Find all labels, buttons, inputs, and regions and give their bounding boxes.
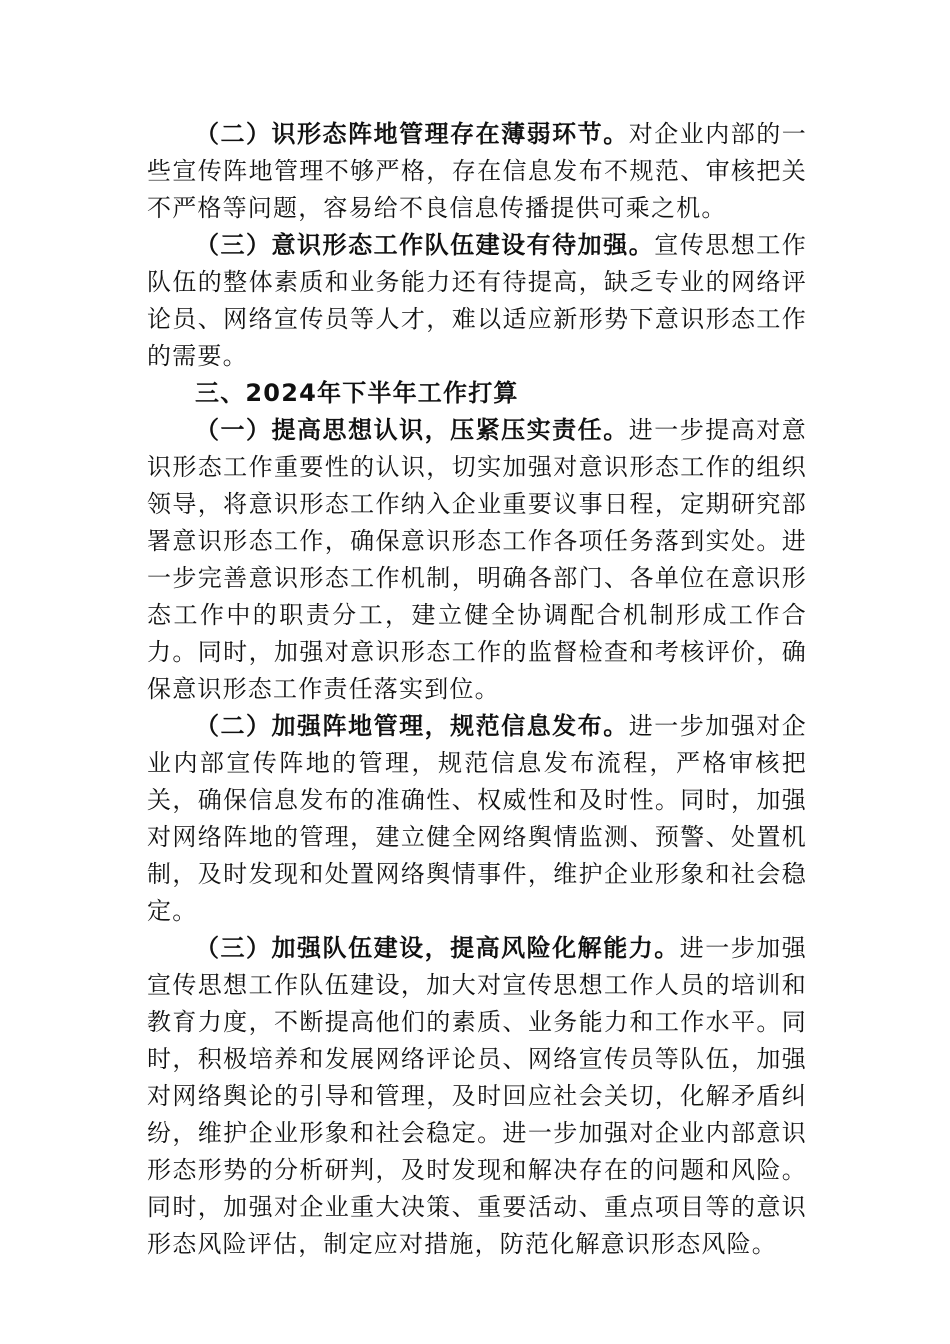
paragraph-body: 对企业内部的一些宣传阵地管理不够严格，存在信息发布不规范、审核把关不严格等问题，容易给不良信息传播提供可乘之机。 <box>147 120 807 222</box>
paragraph-lead: （一）提高思想认识，压紧压实责任。 <box>195 416 629 444</box>
paragraph-body: 进一步提高对意识形态工作重要性的认识，切实加强对意识形态工作的组织领导，将意识形态工作纳入企业重要议事日程，定期研究部署意识形态工作，确保意识形态工作各项任务落到实处。进一步完善意识形态工作机制，明确各部门、各单位在意识形态工作中的职责分工，建立健全协调配合机制形成工作合力。同时，加强对意识形态工作的监督检查和考核评价，确保意识形态工作责任落实到位。 <box>147 416 807 703</box>
paragraph-plan-3 <box>147 930 807 1263</box>
paragraph-body: 进一步加强宣传思想工作队伍建设，加大对宣传思想工作人员的培训和教育力度，不断提高他们的素质、业务能力和工作水平。同时，积极培养和发展网络评论员、网络宣传员等队伍，加强对网络舆论的引导和管理，及时回应社会关切，化解矛盾纠纷，维护企业形象和社会稳定。进一步加强对企业内部意识形态形势的分析研判，及时发现和解决存在的问题和风险。同时，加强对企业重大决策、重要活动、重点项目等的意识形态风险评估，制定应对措施，防范化解意识形态风险。 <box>147 934 807 1258</box>
paragraph-issue-3 <box>147 227 807 375</box>
document-body <box>147 116 807 1263</box>
paragraph-lead: （二）加强阵地管理，规范信息发布。 <box>195 712 629 740</box>
paragraph-plan-2 <box>147 708 807 930</box>
paragraph-plan-1 <box>147 412 807 708</box>
paragraph-lead: （二）识形态阵地管理存在薄弱环节。 <box>195 120 629 148</box>
paragraph-body: 进一步加强对企业内部宣传阵地的管理，规范信息发布流程，严格审核把关，确保信息发布的准确性、权威性和及时性。同时，加强对网络阵地的管理，建立健全网络舆情监测、预警、处置机制，及时发现和处置网络舆情事件，维护企业形象和社会稳定。 <box>147 712 807 925</box>
section-heading: 三、2024年下半年工作打算 <box>195 379 519 407</box>
paragraph-issue-2 <box>147 116 807 227</box>
paragraph-lead: （三）意识形态工作队伍建设有待加强。 <box>195 231 655 259</box>
paragraph-body: 宣传思想工作队伍的整体素质和业务能力还有待提高，缺乏专业的网络评论员、网络宣传员等人才，难以适应新形势下意识形态工作的需要。 <box>147 231 807 370</box>
paragraph-lead: （三）加强队伍建设，提高风险化解能力。 <box>195 934 680 962</box>
